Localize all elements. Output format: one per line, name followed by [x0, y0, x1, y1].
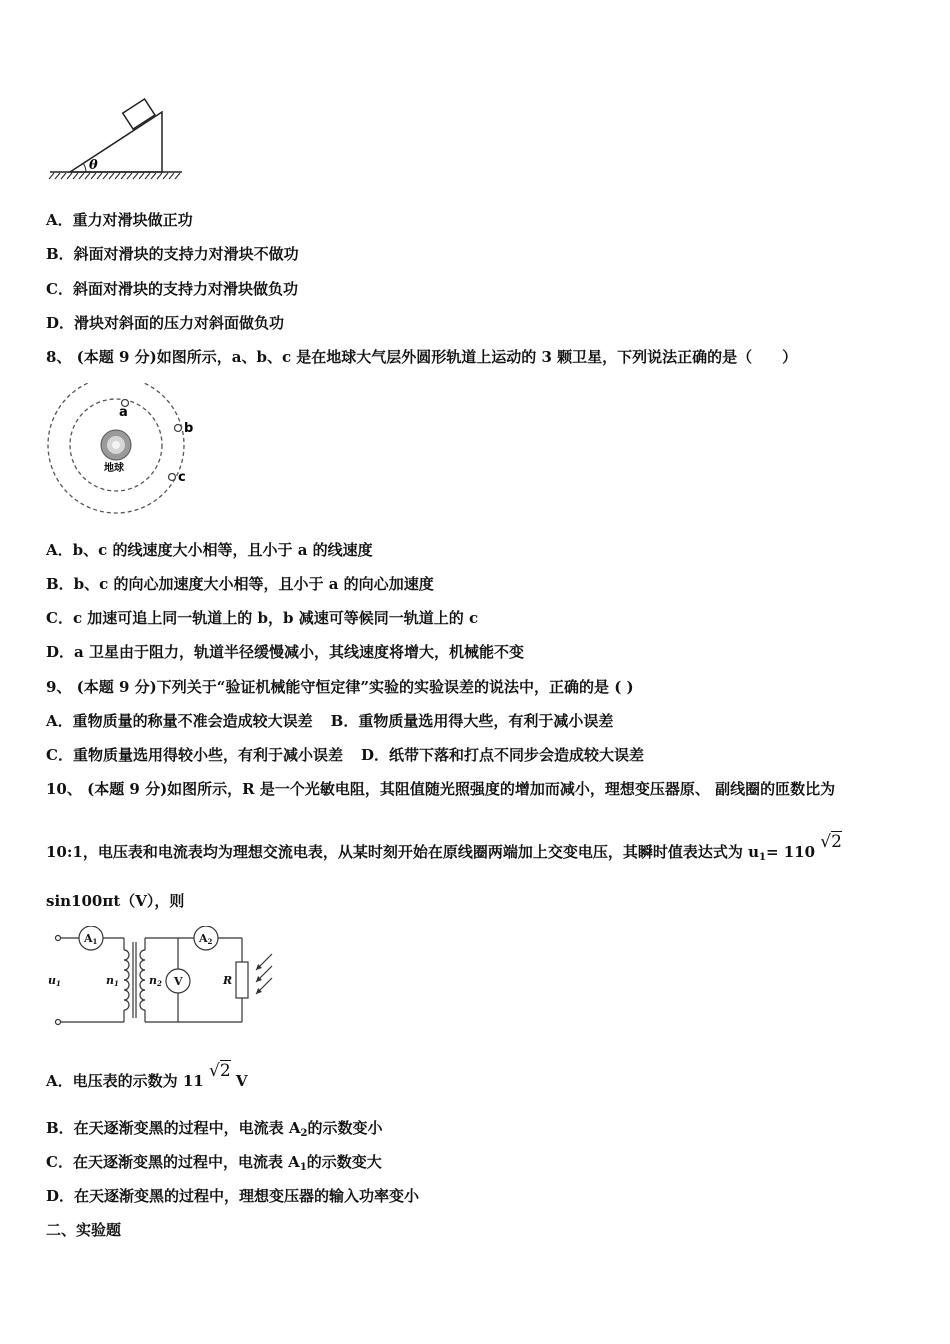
satellite-b [175, 425, 182, 432]
q8-option-a: A．b、c 的线速度大小相等，且小于 a 的线速度 [46, 541, 373, 559]
svg-text:V: V [174, 975, 183, 988]
q7-option-a: A．重力对滑块做正功 [46, 211, 193, 229]
q8-option-b: B．b、c 的向心加速度大小相等，且小于 a 的向心加速度 [46, 575, 434, 593]
q7-option-d: D．滑块对斜面的压力对斜面做负功 [46, 314, 285, 332]
q8-option-d: D．a 卫星由于阻力，轨道半径缓慢减小，其线速度将增大，机械能不变 [46, 643, 524, 661]
orbit-figure [46, 383, 206, 518]
svg-text:A2: A2 [199, 932, 213, 946]
q9-options-cd [46, 745, 644, 765]
q10-stem-line3: sin100πt（V），则 [46, 892, 185, 910]
circuit-figure [46, 926, 281, 1031]
radical-sqrt2: √2 [820, 832, 842, 852]
svg-text:u1: u1 [48, 974, 61, 988]
satellite-a-label: a [119, 405, 128, 420]
q10-option-c: C．在天逐渐变黑的过程中，电流表 $A_1$的示数变大 [46, 1153, 382, 1173]
q7-option-b: B．斜面对滑块的支持力对滑块不做功 [46, 245, 299, 263]
svg-text:n1: n1 [106, 974, 119, 988]
q9-option-c: C．重物质量选用得较小些，有利于减小误差 [46, 746, 343, 764]
satellite-b-label: b [184, 421, 194, 436]
q9-option-d: D．纸带下落和打点不同步会造成较大误差 [360, 746, 644, 764]
svg-text:n2: n2 [149, 974, 162, 988]
q9-option-b: B．重物质量选用得大些，有利于减小误差 [330, 712, 614, 730]
angle-label: θ [89, 158, 98, 173]
q10-option-d: D．在天逐渐变黑的过程中，理想变压器的输入功率变小 [46, 1187, 420, 1205]
q7-option-c: C．斜面对滑块的支持力对滑块做负功 [46, 280, 298, 298]
incline-figure [46, 98, 186, 183]
satellite-c [169, 474, 176, 481]
q10-stem-line2: 10:1，电压表和电流表均为理想交流电表，从某时刻开始在原线圈两端加上交变电压，其瞬时值表达式为 $u_1= 110$ √2 [46, 832, 842, 863]
svg-text:A1: A1 [84, 932, 98, 946]
radical-sqrt2-option-a: √2 [208, 1061, 231, 1081]
q8-option-c: C．c 加速可追上同一轨道上的 b，b 减速可等候同一轨道上的 c [46, 609, 479, 627]
q9-options-ab [46, 711, 613, 731]
svg-text:R: R [223, 974, 233, 987]
q10-option-a: A．电压表的示数为 11 √2 V [46, 1061, 248, 1090]
section-title: 二、实验题 [46, 1221, 122, 1239]
satellite-c-label: c [178, 470, 186, 485]
earth-label: 地球 [104, 463, 124, 474]
q9-stem: 9、 (本题 9 分)下列关于“验证机械能守恒定律”实验的实验误差的说法中，正确的是 ( ) [46, 678, 634, 696]
q8-stem: 8、 (本题 9 分)如图所示，a、b、c 是在地球大气层外圆形轨道上运动的 3 颗卫星，下列说法正确的是（ ） [46, 348, 798, 366]
q10-option-b: B．在天逐渐变黑的过程中，电流表 $A_2$的示数变小 [46, 1119, 383, 1139]
q9-option-a: A．重物质量的称量不准会造成较大误差 [46, 712, 313, 730]
q10-stem-line1: 10、 (本题 9 分)如图所示，R 是一个光敏电阻，其阻值随光照强度的增加而减小，理想变压器原、 副线圈的匝数比为 [46, 780, 836, 798]
